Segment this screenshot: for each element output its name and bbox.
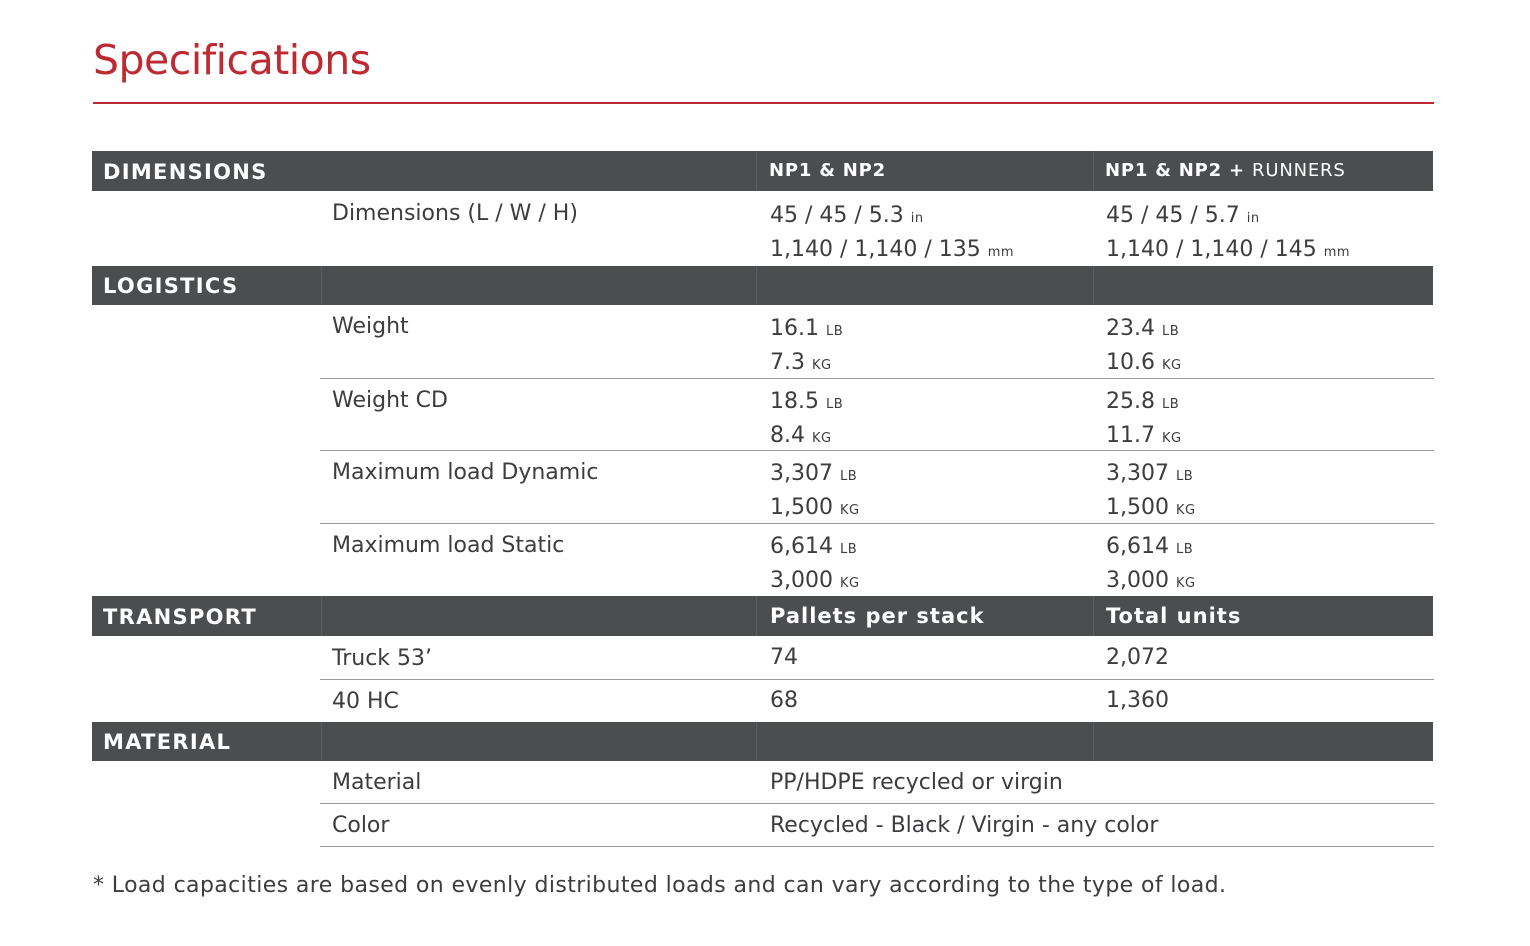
np1-np2-runners-value — [1106, 458, 1196, 526]
row-label: Maximum load Dynamic — [332, 460, 599, 485]
column-header-np1-np2-runners — [1105, 160, 1346, 181]
value-line: 6,614 — [770, 534, 833, 559]
value-line: 3,307 — [770, 461, 833, 486]
unit: in — [910, 211, 924, 226]
column-divider — [321, 596, 322, 636]
section-title: DIMENSIONS — [103, 160, 268, 184]
np1-np2-value — [770, 386, 843, 454]
value-line: 45 / 45 / 5.7 — [1106, 203, 1240, 228]
np1-np2-runners-value — [1106, 200, 1350, 268]
section-title: LOGISTICS — [103, 274, 239, 298]
total-units-value: 1,360 — [1106, 688, 1169, 713]
column-divider — [1093, 266, 1094, 305]
unit: KG — [1175, 576, 1196, 591]
value-line: 6,614 — [1106, 534, 1169, 559]
title-divider — [93, 102, 1434, 104]
column-header-total-units: Total units — [1106, 604, 1242, 628]
value-line: 3,000 — [770, 568, 833, 593]
value-line: 25.8 — [1106, 389, 1155, 414]
section-header-logistics — [92, 266, 1433, 305]
unit: in — [1246, 211, 1260, 226]
table-row — [92, 680, 1433, 722]
specifications-table — [92, 151, 1433, 847]
value-line: 1,140 / 1,140 / 145 — [1106, 237, 1317, 262]
column-header-pallets-per-stack: Pallets per stack — [770, 604, 985, 628]
np1-np2-runners-value — [1106, 313, 1182, 381]
row-label: Weight — [332, 314, 409, 339]
unit: LB — [825, 324, 844, 339]
column-divider — [321, 722, 322, 761]
value-line: 1,500 — [1106, 495, 1169, 520]
row-divider — [320, 846, 1434, 847]
row-label: Truck 53’ — [332, 646, 433, 671]
row-label: Maximum load Static — [332, 533, 565, 558]
np1-np2-value — [770, 458, 860, 526]
column-header-suffix: RUNNERS — [1252, 160, 1346, 181]
value-line: 1,140 / 1,140 / 135 — [770, 237, 981, 262]
table-row — [92, 804, 1433, 847]
section-header-transport — [92, 596, 1433, 636]
table-row — [92, 524, 1433, 596]
column-divider — [1093, 722, 1094, 761]
value-line: 16.1 — [770, 316, 819, 341]
unit: mm — [1323, 245, 1351, 260]
table-row — [92, 305, 1433, 379]
table-row — [92, 636, 1433, 680]
table-row — [92, 451, 1433, 524]
unit: LB — [1175, 469, 1194, 484]
column-divider — [756, 722, 757, 761]
column-header-main: NP1 & NP2 + — [1105, 160, 1245, 181]
value-line: 18.5 — [770, 389, 819, 414]
row-label: 40 HC — [332, 689, 399, 714]
color-value: Recycled - Black / Virgin - any color — [770, 813, 1159, 838]
value-line: 7.3 — [770, 350, 805, 375]
column-header-np1-np2: NP1 & NP2 — [769, 160, 886, 181]
np1-np2-value — [770, 200, 1014, 268]
unit: KG — [1175, 503, 1196, 518]
unit: LB — [1175, 542, 1194, 557]
column-divider — [1093, 596, 1094, 636]
total-units-value: 2,072 — [1106, 645, 1169, 670]
unit: KG — [812, 358, 832, 373]
value-line: 11.7 — [1106, 423, 1155, 448]
material-value: PP/HDPE recycled or virgin — [770, 770, 1063, 795]
section-header-material — [92, 722, 1433, 761]
value-line: 8.4 — [770, 423, 805, 448]
row-label: Material — [332, 770, 422, 795]
column-divider — [756, 266, 757, 305]
value-line: 3,000 — [1106, 568, 1169, 593]
value-line: 10.6 — [1106, 350, 1155, 375]
unit: LB — [839, 542, 858, 557]
footnote: * Load capacities are based on evenly distributed loads and can vary according to the type of load. — [93, 873, 1227, 898]
unit: KG — [839, 503, 860, 518]
section-header-dimensions — [92, 151, 1433, 191]
row-label: Dimensions (L / W / H) — [332, 201, 578, 226]
np1-np2-value — [770, 531, 860, 599]
section-title: MATERIAL — [103, 730, 232, 754]
table-row — [92, 379, 1433, 451]
unit: KG — [1161, 431, 1182, 446]
column-divider — [756, 596, 757, 636]
unit: LB — [1161, 324, 1180, 339]
unit: KG — [839, 576, 860, 591]
unit: LB — [839, 469, 858, 484]
np1-np2-value — [770, 313, 843, 381]
unit: KG — [1161, 358, 1182, 373]
row-label: Weight CD — [332, 388, 448, 413]
value-line: 23.4 — [1106, 316, 1155, 341]
unit: LB — [825, 397, 844, 412]
value-line: 45 / 45 / 5.3 — [770, 203, 904, 228]
row-label: Color — [332, 813, 390, 838]
column-divider — [756, 151, 757, 191]
section-title: TRANSPORT — [103, 605, 257, 629]
table-row — [92, 761, 1433, 804]
pallets-per-stack-value: 74 — [770, 645, 798, 670]
np1-np2-runners-value — [1106, 386, 1182, 454]
value-line: 3,307 — [1106, 461, 1169, 486]
pallets-per-stack-value: 68 — [770, 688, 798, 713]
unit: KG — [812, 431, 832, 446]
column-divider — [321, 266, 322, 305]
unit: mm — [987, 245, 1015, 260]
table-row — [92, 191, 1433, 266]
np1-np2-runners-value — [1106, 531, 1196, 599]
value-line: 1,500 — [770, 495, 833, 520]
page-title: Specifications — [93, 36, 371, 84]
column-divider — [1093, 151, 1094, 191]
unit: LB — [1161, 397, 1180, 412]
